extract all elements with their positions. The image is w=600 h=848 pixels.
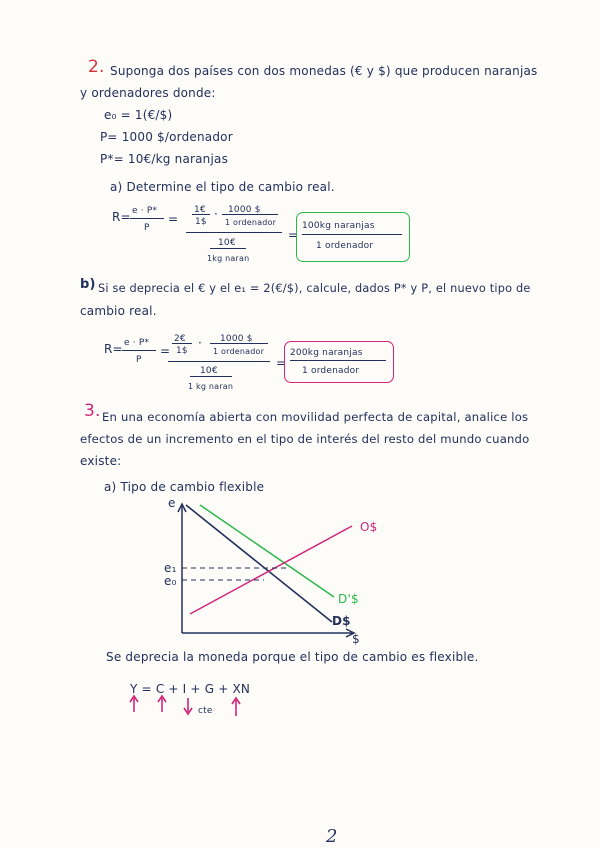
supply-label: O$	[360, 520, 378, 534]
formula-a-dot: ·	[214, 207, 219, 221]
graph-x-label: $	[352, 632, 360, 646]
problem-2-number: 2.	[88, 57, 105, 77]
graph-y-label: e	[168, 496, 176, 510]
graph-e0-label: e₀	[164, 574, 177, 588]
formula-b-R: R=	[104, 342, 123, 356]
result-b-den: 1 ordenador	[302, 366, 360, 376]
pstar-given: P*= 10€/kg naranjas	[100, 152, 229, 166]
new-demand-label: D'$	[338, 592, 359, 606]
formula-a-R: R=	[112, 210, 131, 224]
formula-b-frac2-num-a: 2€	[174, 334, 186, 344]
problem-2-intro-line2: y ordenadores donde:	[80, 86, 216, 100]
question-2b-label: b)	[80, 277, 96, 292]
problem-2-intro-line1: Suponga dos países con dos monedas (€ y $) que producen naranjas	[110, 64, 538, 78]
formula-a-frac1-num: e · P*	[132, 206, 158, 216]
formula-b-frac2-den-a: 1$	[176, 346, 188, 356]
e0-given: e₀ = 1(€/$)	[104, 108, 173, 122]
question-2a: a) Determine el tipo de cambio real.	[110, 180, 335, 194]
demand-label: D$	[332, 614, 351, 628]
formula-a-frac2-num-a: 1€	[194, 205, 206, 215]
formula-a-frac1-den: P	[144, 223, 150, 233]
result-b-num: 200kg naranjas	[290, 348, 363, 358]
result-a-num: 100kg naranjas	[302, 221, 375, 231]
formula-b-frac2-num-b: 1000 $	[220, 334, 253, 344]
formula-a-frac2-den-b: 1 ordenador	[225, 218, 277, 227]
constant-note: cte	[198, 706, 213, 716]
formula-a-eq: =	[168, 212, 179, 226]
formula-a-bottom-den: 1kg naran	[207, 254, 250, 263]
formula-b-frac1-num: e · P*	[124, 338, 150, 348]
formula-a-bottom-num: 10€	[218, 238, 236, 248]
problem-3-number: 3.	[84, 401, 101, 421]
page-number: 2	[326, 826, 338, 847]
formula-a-eq2: =	[288, 228, 299, 242]
question-2b-line1: Si se deprecia el € y el e₁ = 2(€/$), calcule, dados P* y P, el nuevo tipo de	[98, 282, 531, 295]
question-2b-line2: cambio real.	[80, 304, 157, 318]
question-3a: a) Tipo de cambio flexible	[104, 480, 265, 494]
income-equation: Y = C + I + G + XN	[130, 682, 251, 696]
formula-b-frac2-den-b: 1 ordenador	[213, 347, 265, 356]
formula-b-frac1-den: P	[136, 355, 142, 365]
formula-b-bottom-num: 10€	[200, 366, 218, 376]
formula-b-bottom-den: 1 kg naran	[188, 382, 234, 391]
problem-3-intro-line1: En una economía abierta con movilidad perfecta de capital, analice los	[102, 410, 529, 424]
formula-b-dot: ·	[198, 336, 203, 350]
formula-b-eq2: =	[276, 356, 287, 370]
formula-b-eq: =	[160, 344, 171, 358]
formula-a-frac2-num-b: 1000 $	[228, 205, 261, 215]
problem-3-intro-line3: existe:	[80, 454, 122, 468]
problem-3-intro-line2: efectos de un incremento en el tipo de interés del resto del mundo cuando	[80, 432, 530, 446]
result-a-den: 1 ordenador	[316, 241, 374, 251]
graph-e1-label: e₁	[164, 561, 177, 575]
formula-a-frac2-den-a: 1$	[195, 217, 207, 227]
conclusion-text: Se deprecia la moneda porque el tipo de cambio es flexible.	[106, 650, 479, 664]
p-given: P= 1000 $/ordenador	[100, 130, 233, 144]
